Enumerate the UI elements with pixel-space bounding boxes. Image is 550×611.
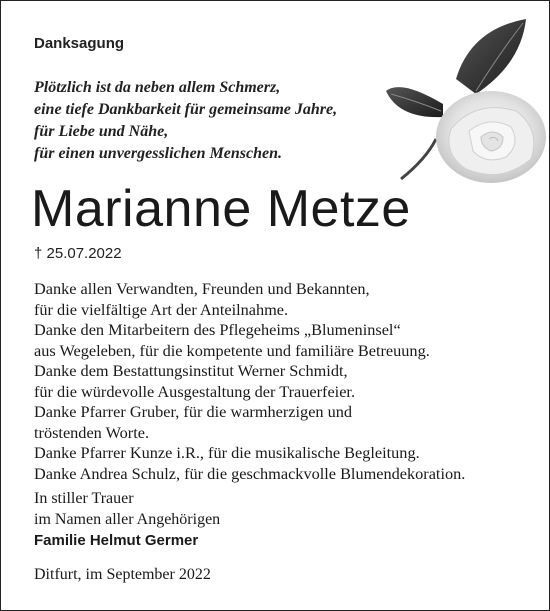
thanks-line: für die würdevolle Ausgestaltung der Trauerfeier. (34, 381, 356, 401)
family-name: Familie Helmut Germer (34, 532, 199, 549)
heading: Danksagung (34, 35, 125, 52)
thanks-line: tröstenden Worte. (34, 422, 150, 442)
thanks-line: für die vielfältige Art der Anteilnahme. (34, 299, 289, 319)
poem-line: eine tiefe Dankbarkeit für gemeinsame Jahre, (34, 101, 338, 118)
thanks-line: Danke den Mitarbeitern des Pflegeheims „Blumeninsel“ (34, 320, 401, 339)
thanks-line: Danke Andrea Schulz, für die geschmackvolle Blumendekoration. (34, 463, 466, 483)
poem-line: Plötzlich ist da neben allem Schmerz, (34, 79, 281, 96)
death-date: † 25.07.2022 (34, 245, 122, 262)
thanks-line: Danke Pfarrer Kunze i.R., für die musikalische Begleitung. (34, 443, 420, 462)
closing (34, 488, 220, 551)
poem (34, 77, 337, 165)
thanks-line: Danke dem Bestattungsinstitut Werner Schmidt, (34, 361, 348, 380)
poem-line: für einen unvergesslichen Menschen. (34, 145, 283, 162)
thanks-text (34, 279, 465, 484)
thanks-line: aus Wegeleben, für die kompetente und familiäre Betreuung. (34, 340, 430, 360)
deceased-name: Marianne Metze (31, 180, 411, 238)
place-date: Ditfurt, im September 2022 (34, 566, 211, 583)
closing-line: In stiller Trauer (34, 490, 134, 507)
poem-line: für Liebe und Nähe, (34, 123, 169, 140)
rose-icon (381, 19, 550, 189)
thanks-line: Danke Pfarrer Gruber, für die warmherzigen und (34, 402, 353, 421)
thanks-line: Danke allen Verwandten, Freunden und Bekannten, (34, 279, 370, 298)
closing-line: im Namen aller Angehörigen (34, 511, 221, 528)
